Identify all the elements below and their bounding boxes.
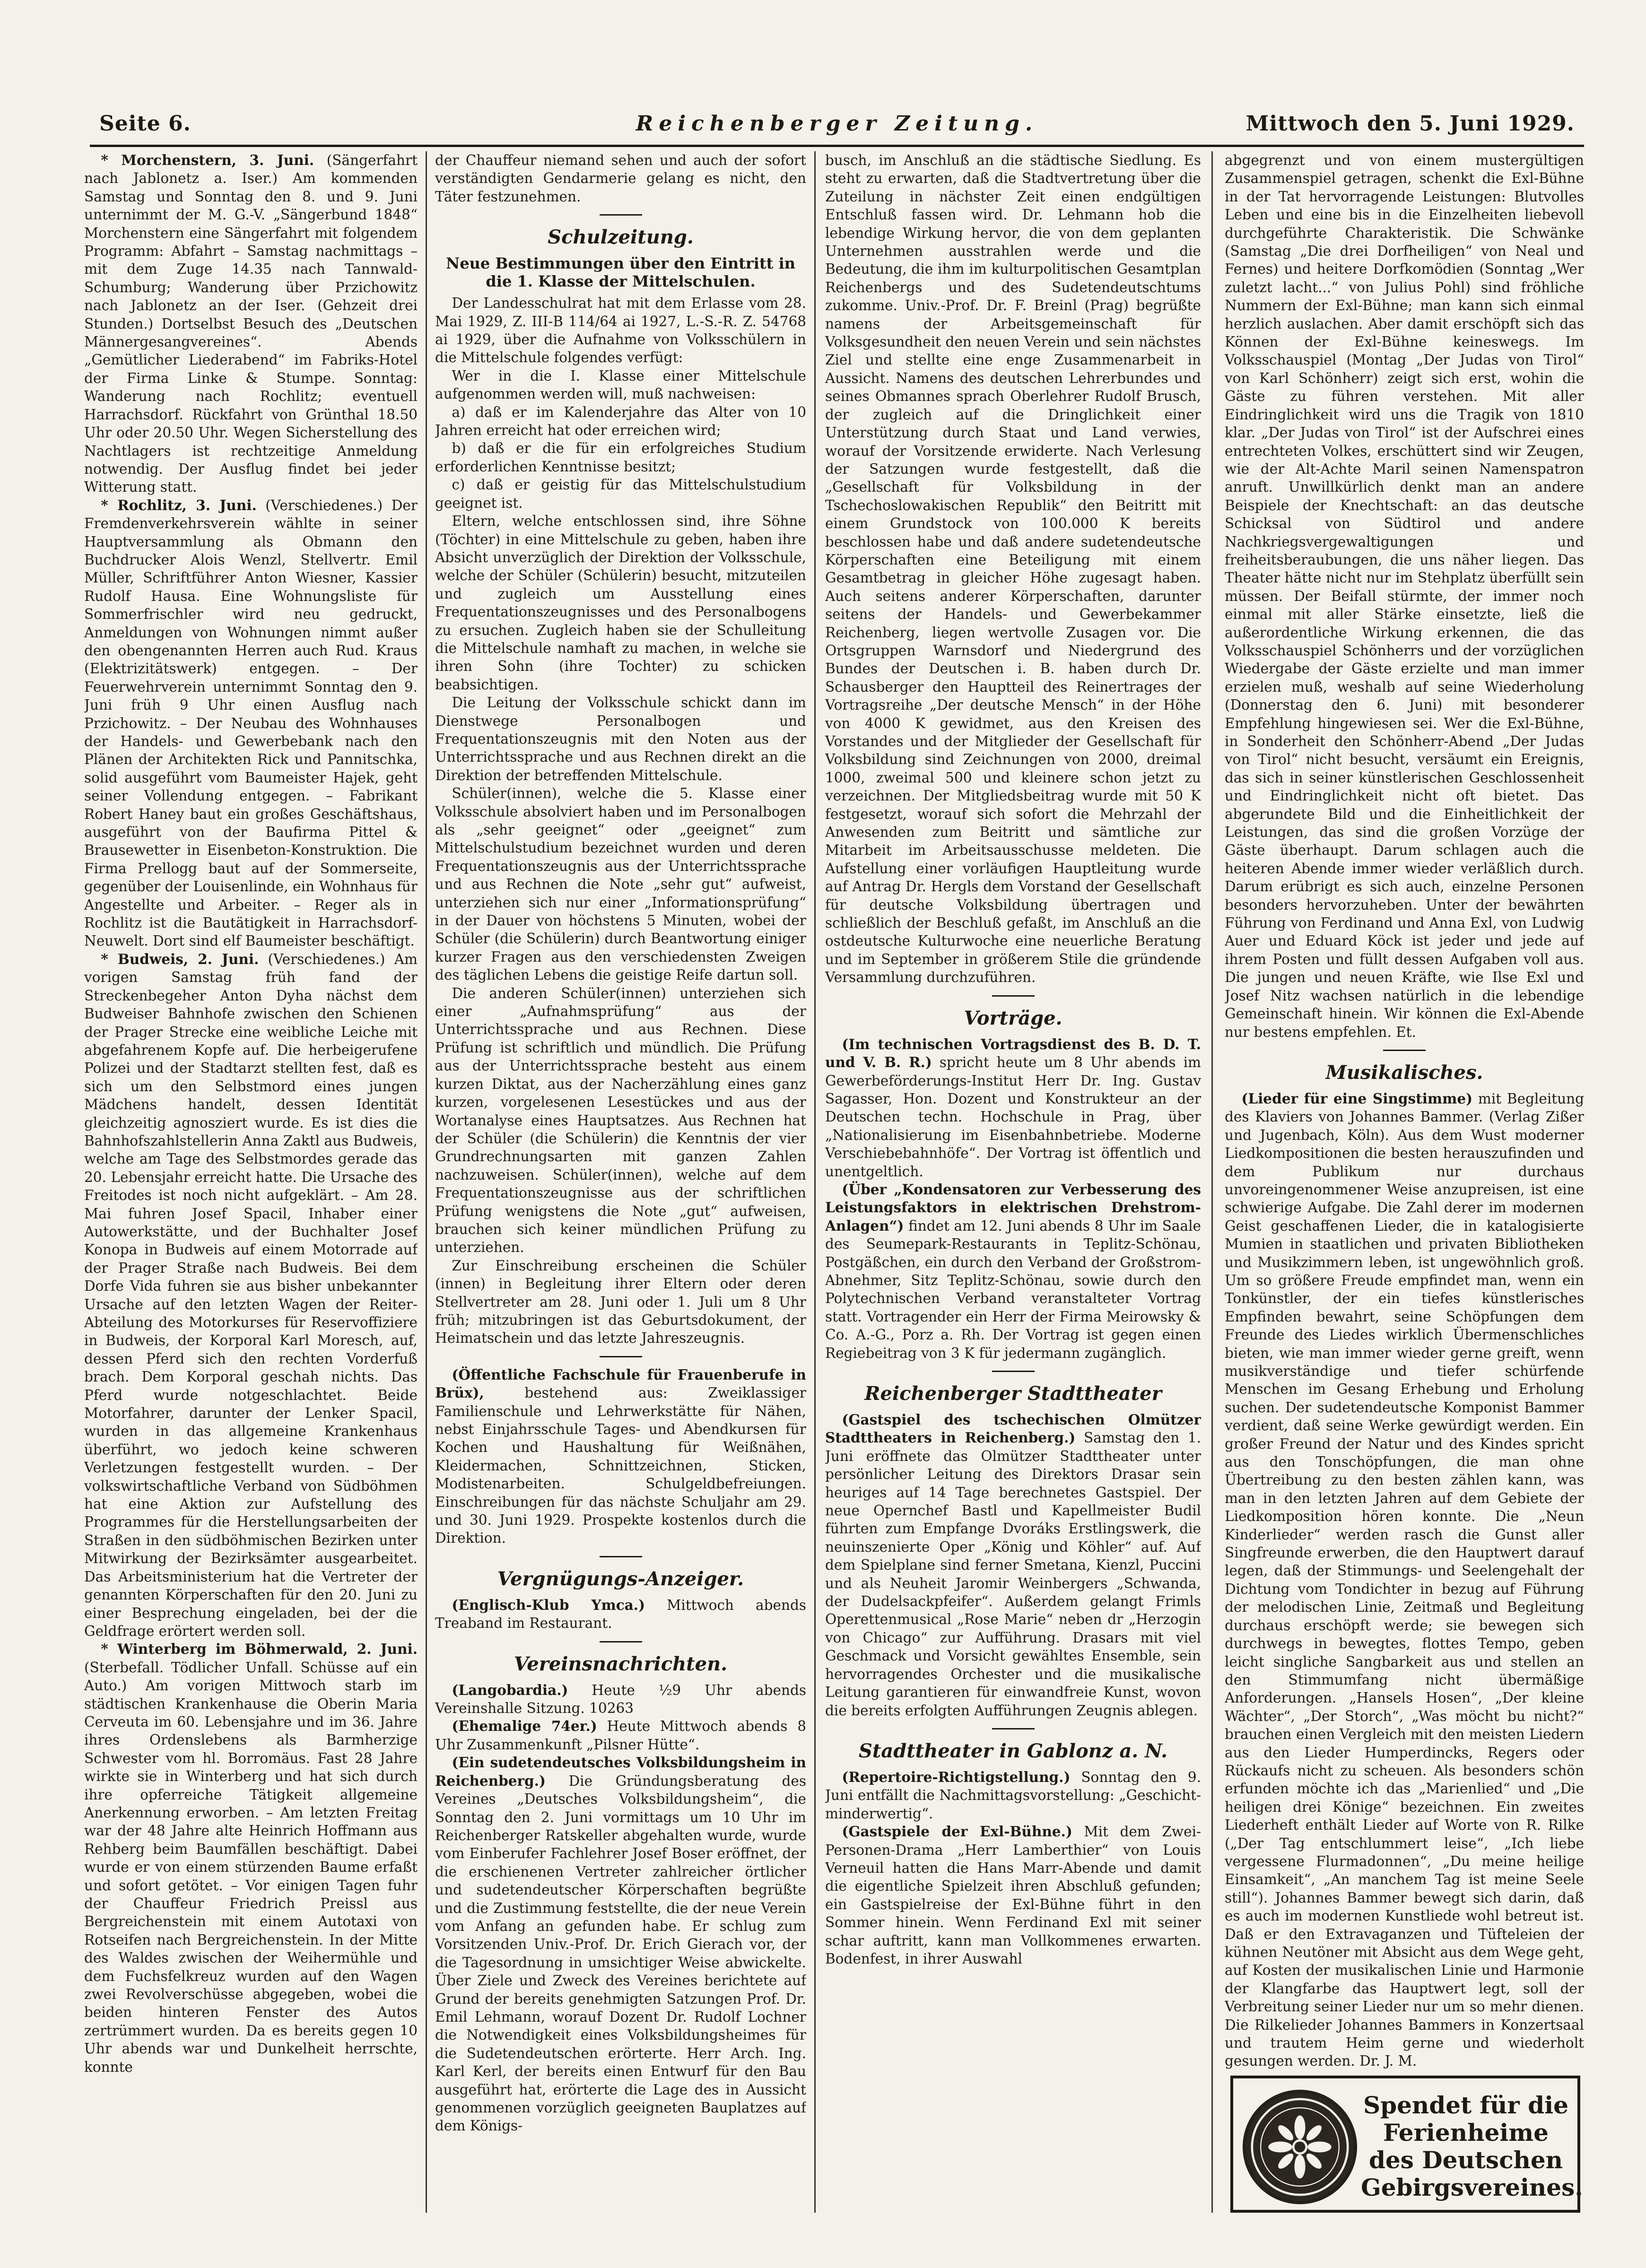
paragraph: c) daß er geistig für das Mittelschulstudium geeignet ist. [435,477,806,511]
news-item-lead: (Gastspiel des tschechischen Olmützer Stadttheaters in Reichenberg.) [825,1411,1201,1446]
section-heading: Reichenberger Stadttheater [864,1382,1162,1405]
news-item-text: (Sterbefall. Tödlicher Unfall. Schüsse auf ein Auto.) Am vorigen Mittwoch starb im städtischen Krankenhause die Oberin Maria Cerveuta im 60. Lebensjahre und im 36. Jahre ihres Ordenslebens als Barmherzige Schwester vom hl. Borromäus. Fast 28 Jahre wirkte sie in Winterberg und hat sich durch ihre opferreiche Tätigkeit allgemeine Anerkennung erworben. – Am letzten Freitag war der 48 Jahre alte Heinrich Hoffmann aus Rehberg beim Baumfällen beschäftigt. Dabei wurde er von einem stürzenden Baume erfaßt und sofort getötet. – Vor einigen Tagen fuhr der Chauffeur Friedrich Preissl aus Bergreichenstein mit einem Autotaxi von Rotseifen nach Bergreichenstein. In der Mitte des Waldes zwischen der Weihermühle und dem Fuchsfelkreuz wurden auf den Wagen zwei Revolverschüsse abgegeben, wobei die beiden hinteren Fenster des Autos zertrümmert wurden. Da es bereits gegen 10 Uhr abends war und Dunkelheit herrschte, konnte [84,1659,418,2075]
notice-line: Gebirgsvereines. [1361,2173,1583,2201]
column-4 [1225,151,1584,2222]
column-rule [814,151,816,2213]
news-item-text: (Verschiedenes.) Der Fremdenverkehrsverein wählte in seiner Hauptversammlung als Obmann den Buchdrucker Alois Wenzl, Stellvertr. Emil Müller, Schriftführer Anton Wiesner, Kassier Rudolf Hausa. Eine Wohnungsliste für Sommerfrischler wird neu gedruckt, Anmeldungen von Wohnungen nimmt außer den obengenannten Herren auch Rud. Kraus (Elektrizitätswerk) entgegen. – Der Feuerwehrverein unternimmt Sonntag den 9. Juni früh 9 Uhr einen Ausflug nach Przichowitz. – Der Neubau des Wohnhauses der Handels- und Gewerbebank nach den Plänen der Architekten Rick und Pannitschka, solid ausgeführt vom Baumeister Hajek, geht seiner Vollendung entgegen. – Fabrikant Robert Haney baut ein großes Geschäftshaus, ausgeführt von der Baufirma Pittel & Brausewetter in Eisenbeton-Konstruktion. Die Firma Prellogg baut auf der Sommerseite, gegenüber der Louisenlinde, ein Wohnhaus für Angestellte und Arbeiter. – Reger als in Rochlitz ist die Bautätigkeit in Harrachsdorf-Neuwelt. Dort sind elf Baumeister beschäftigt. [84,497,418,949]
section-heading: Stadttheater in Gablonz a. N. [858,1739,1168,1762]
news-item [84,151,418,496]
news-item [825,1768,1201,1823]
news-item-lead: (Im technischen Vortragsdienst des B. D. T. und V. B. R.) [825,1035,1201,1071]
news-item-text: spricht heute um 8 Uhr abends im Gewerbeförderungs-Institut Herr Dr. Ing. Gustav Sagasser, Hon. Dozent und Konstrukteur an der Deutschen techn. Hochschule in Prag, über „Nationalisierung im Eisenbahnbetriebe. Moderne Verschiebebahnhöfe“. Der Vortrag ist öffentlich und unentgeltlich. [825,1054,1201,1180]
paragraph: Der Landesschulrat hat mit dem Erlasse vom 28. Mai 1929, Z. III-B 114/64 ai 1927, L.-S.-R. Z. 54768 ai 1929, über die Aufnahme von Volksschülern in die Mittelschule folgendes verfügt: [435,295,806,366]
news-item [825,1823,1201,1968]
news-item [435,1754,806,2135]
separator [1383,1050,1426,1051]
news-item [435,1366,806,1547]
paragraph: b) daß er die für ein erfolgreiches Studium erforderlichen Kenntnisse besitzt; [435,440,806,475]
news-item-lead: * Rochlitz, 3. Juni. [101,496,257,513]
paragraph: a) daß er im Kalenderjahre das Alter von 10 Jahren erreicht hat oder erreichen wird; [435,404,806,439]
notice-text [1361,2091,1583,2201]
column-3 [825,151,1201,2222]
news-item-lead: (Lieder für eine Singstimme) [1241,1090,1473,1107]
news-item-lead: (Englisch-Klub Ymca.) [452,1596,645,1613]
news-item-text: Die Gründungsberatung des Vereines „Deutsches Volksbildungsheim“, die Sonntag den 2. Juni vormittags um 10 Uhr im Reichenberger Ratskeller abgehalten wurde, wurde vom Einberufer Fachlehrer Josef Boser eröffnet, der die erschienenen Vertreter zahlreicher örtlicher und sudetendeutscher Körperschaften begrüßte und die Zustimmung feststellte, die der neue Verein vom Anfang an gefunden habe. Er schlug zum Vorsitzenden Univ.-Prof. Dr. Erich Gierach vor, der die Tagesordnung in umsichtiger Weise abwickelte. Über Ziele und Zweck des Vereines berichtete auf Grund der bereits genehmigten Satzungen Prof. Dr. Emil Lehmann, worauf Dozent Dr. Rudolf Lochner die Notwendigkeit eines Volksbildungsheimes für die Sudetendeutschen erörterte. Herr Arch. Ing. Karl Kerl, der bereits einen Entwurf für den Bau ausgeführt hat, erörterte die Lage des in Aussicht genommenen vorzüglich geeigneten Bauplatzes auf dem Königs- [435,1773,806,2134]
paragraph: Eltern, welche entschlossen sind, ihre Söhne (Töchter) in eine Mittelschule zu geben, haben ihre Absicht unverzüglich der Direktion der Volksschule, welche der Schüler (Schülerin) besucht, mitzuteilen und zugleich um Ausstellung eines Frequentationszeugnisses und des Personalbogens zu ersuchen. Zugleich haben sie der Schulleitung die Mittelschule namhaft zu machen, in welche sie ihren Sohn (ihre Tochter) zu schicken beabsichtigen. [435,513,806,693]
news-item-lead: * Budweis, 2. Juni. [101,950,259,967]
notice-line: Ferienheime [1383,2119,1549,2146]
section-heading: Vorträge. [964,1007,1062,1029]
continued-text: busch, im Anschluß an die städtische Siedlung. Es steht zu erwarten, daß die Stadtvertretung über die Zuteilung in nächster Zeit einen endgültigen Entschluß fassen wird. Dr. Lehmann hob die lebendige Wirkung hervor, die von dem geplanten Unternehmen ausstrahlen werde und die Bedeutung, die ihm im kulturpolitischen Gesamtplan Reichenbergs und des Sudetendeutschtums zukomme. Univ.-Prof. Dr. F. Breinl (Prag) begrüßte namens der Arbeitsgemeinschaft für Volksgesundheit den neuen Verein und sein nächstes Ziel und stellte eine enge Zusammenarbeit in Aussicht. Namens des deutschen Lehrerbundes und seines Obmannes sprach Oberlehrer Rudolf Brusch, der zugleich auf die Dringlichkeit einer Unterstützung durch Staat und Land verwies, worauf der Vorsitzende erwiderte. Nach Verlesung der Satzungen wurde festgestellt, daß die „Gesellschaft für Volksbildung in der Tschechoslowakischen Republik“ den Beitritt mit einem Grundstock von 100.000 K bereits beschlossen habe und daß andere sudetendeutsche Körperschaften eine Beteiligung mit einem Gesamtbetrag in gleicher Höhe zugesagt haben. Auch seitens anderer Körperschaften, darunter seitens der Handels- und Gewerbekammer Reichenberg, liegen wertvolle Zusagen vor. Die Ortsgruppen Warnsdorf und Niedergrund des Bundes der Deutschen i. B. haben durch Dr. Schausberger den Hauptteil des Reinertrages der Vortragsreihe „Der deutsche Mensch“ in der Höhe von 4000 K gewidmet, aus den Kreisen des Vorstandes und der Mitglieder der Gesellschaft für Volksbildung sind Zeichnungen von 2000, dreimal 1000, zweimal 500 und kleinere schon jetzt zu verzeichnen. Der Mitgliedsbeitrag wurde mit 50 K festgesetzt, worauf sich sofort die Mehrzahl der Anwesenden zum Beitritt und sämtliche zur Mitarbeit im Arbeitsausschusse meldeten. Die Aufstellung einer vorläufigen Hauptleitung wurde auf Antrag Dr. Hergls dem Vorstand der Gesellschaft für deutsche Volksbildung übertragen und schließlich der Beschluß gefaßt, im Anschluß an die ostdeutsche Kulturwoche eine neuerliche Beratung und im September in größerem Stile die gründende Versammlung durchzuführen. [825,152,1201,986]
news-item [435,1596,806,1633]
news-item-lead: (Ehemalige 74er.) [452,1718,597,1735]
column-2 [435,151,806,2222]
news-item [84,1640,418,2076]
article-heading: Neue Bestimmungen über den Eintritt in die 1. Klasse der Mittelschulen. [446,254,795,291]
news-item [825,1411,1201,1720]
paragraph: Die Leitung der Volksschule schickt dann im Dienstwege Personalbogen und Frequentationszeugnis mit den Noten aus der Unterrichtssprache und aus Rechnen direkt an die Direktion der betreffenden Mittelschule. [435,695,806,783]
separator [600,1641,642,1642]
section-heading: Schulzeitung. [548,226,694,249]
paragraph: Zur Einschreibung erscheinen die Schüler (innen) in Begleitung ihrer Eltern oder deren Stellvertreter am 28. Juni oder 1. Juli um 8 Uhr früh; mitzubringen ist das Geburtsdokument, der Heimatschein und das letzte Jahreszeugnis. [435,1257,806,1347]
separator [992,1728,1035,1729]
news-item [825,1181,1201,1362]
separator [992,995,1035,997]
edelweiss-emblem-icon [1243,2090,1357,2204]
section-heading: Musikalisches. [1325,1061,1483,1084]
news-item-lead: * Morchenstern, 3. Juni. [101,152,314,168]
issue-date: Mittwoch den 5. Juni 1929. [1245,112,1575,136]
column-rule [1211,151,1213,2213]
news-item-text: findet am 12. Juni abends 8 Uhr im Saale des Seumepark-Restaurants in Teplitz-Schönau, Postgäßchen, ein durch den Verband der Großstrom-Abnehmer, Sitz Teplitz-Schönau, sowie durch den Polytechnischen Verband veranstalteter Vortrag statt. Vortragender ein Herr der Firma Meirowsky & Co. A.-G., Porz a. Rh. Der Vortrag ist gegen einen Regiebeitrag von 3 K für jedermann zugänglich. [825,1217,1201,1361]
news-item-lead: (Langobardia.) [452,1681,568,1698]
news-item [1225,1090,1584,2070]
notice-line: des Deutschen [1368,2146,1563,2174]
news-item-text: mit Begleitung des Klaviers von Johannes Bammer. (Verlag Zißer und Jugenbach, Köln). Aus dem Wust moderner Liedkompositionen die besten herauszufinden und dem Publikum nur durchaus unvoreingenommener Weise anzupreisen, ist eine schwierige Aufgabe. Die Zahl derer im modernen Geist geschaffenen Lieder, die in katalogisierte Mumien in staatlichen und privaten Bibliotheken und Musikzimmern leben, ist ungewöhnlich groß. Um so größere Freude empfindet man, wenn ein Tonkünstler, der ein tiefes künstlerisches Empfinden bewahrt, seine Schöpfungen dem Freunde des Liedes wirklich Übermenschliches bieten, wie man immer wieder gerne greift, wenn musikverständige und tiefer schürfende Menschen im Gesang Erhebung und Erholung suchen. Der sudetendeutsche Komponist Bammer verdient, daß seine Werke gewürdigt werden. Ein großer Freund der Natur und des Kindes spricht aus den Tonschöpfungen, die man ohne Übertreibung zu den besten zählen kann, was man in den letzten Jahren auf dem Gebiete der Liedkomposition hören konnte. Die „Neun Kinderlieder“ werden rasch die Gunst aller Singfreunde erwerben, die den Hauptwert darauf legen, daß der Stimmungs- und Seelengehalt der Dichtung vom Tondichter in bezug auf Führung der melodischen Linie, Zeitmaß und Begleitung durchaus erschöpft werde; sie bewegen sich durchwegs in bewegtes, flottes Tempo, geben leicht singliche Sangbarkeit aus und stellen an den Stimmumfang nicht übermäßige Anforderungen. „Hansels Hosen“, „Der kleine Wächter“, „Der Storch“, „Was möcht bu nicht?“ brauchen einen Vergleich mit den meisten Liedern aus den Lieder Humperdincks, Regers oder Rückaufs nicht zu scheuen. Als besonders schön erfunden möchte ich das „Marienlied“ und „Die heiligen drei Könige“ bezeichnen. Ein zweites Liederheft enthält Lieder auf Worte von R. Rilke („Der Tag entschlummert leise“, „Ich liebe vergessene Flurmadonnen“, „Du meine heilige Einsamkeit“, „An manchem Tag ist meine Seele still“). Johannes Bammer bewegt sich darin, daß es auch im modernen Kunstliede wohl betreut ist. Daß er den Extravaganzen und Tüfteleien der kühnen Neutöner mit Absicht aus dem Wege geht, auf Kosten der musikalischen Linie und Harmonie der Klangfarbe das Hauptwert legt, soll der Verbreitung seiner Lieder nur um so mehr dienen. Die Rilkelieder Johannes Bammers in Konzertsaal und trautem Heim gerne und wiederholt gesungen werden. Dr. J. M. [1225,1090,1584,2069]
column-1 [84,151,418,2222]
separator [600,1356,642,1357]
news-item [84,950,418,1640]
paragraph: Die anderen Schüler(innen) unterziehen sich einer „Aufnahmsprüfung“ aus der Unterrichtssprache und aus Rechnen. Diese Prüfung ist schriftlich und mündlich. Die Prüfung aus der Unterrichtssprache besteht aus einem kurzen Diktat, aus der Nacherzählung eines ganz kurzen, vorgelesenen Lesestückes und aus der Wortanalyse eines Hauptsatzes. Aus Rechnen hat der Schüler (die Schülerin) die Kenntnis der vier Grundrechnungsarten mit ganzen Zahlen nachzuweisen. Schüler(innen), welche auf dem Frequentationszeugnisse aus der schriftlichen Prüfung wenigstens die Note „gut“ aufweisen, brauchen sich keiner mündlichen Prüfung zu unterziehen. [435,985,806,1256]
news-item [435,1717,806,1754]
separator [992,1371,1035,1372]
newspaper-title: Reichenberger Zeitung. [636,112,1038,136]
news-item [435,1681,806,1718]
news-item-text: Samstag den 1. Juni eröffnete das Olmützer Stadttheater unter persönlicher Leitung des Direktors Drasar sein heuriges auf 14 Tage berechnetes Gastspiel. Der neue Opernchef Bastl und Kapellmeister Budil führten zum Empfange Dvoráks Erstlingswerk, die neuinszenierte Oper „König und Köhler“ auf. Auf dem Spielplane sind ferner Smetana, Kienzl, Puccini und als Neuheit Jaromir Weinbergers „Schwanda, der Dudelsackpfeifer“. Außerdem gelangt Frimls Operettenmusical „Rose Marie“ neben dr „Herzogin von Chicago“ zur Aufführung. Drasars mit viel Geschmack und Vorsicht gewähltes Ensemble, sein hervorragendes Orchester und die musikalische Leitung garantieren für einwandfreie Kunst, wovon die bereits erfolgten Aufführungen Zeugnis ablegen. [825,1430,1201,1719]
news-item-text: Heute Mittwoch abends 8 Uhr Zusammenkunft „Pilsner Hütte“. [435,1718,806,1753]
news-item [84,496,418,950]
news-item-text: (Sängerfahrt nach Jablonetz a. Iser.) Am kommenden Samstag und Sonntag den 8. und 9. Juni unternimmt der M. G.-V. „Sängerbund 1848“ Morchenstern eine Sängerfahrt mit folgendem Programm: Abfahrt – Samstag nachmittags – mit dem Zuge 14.35 nach Tannwald-Schumburg; Wanderung über Przichowitz nach Jablonetz an der Iser. (Gehzeit drei Stunden.) Dortselbst Besuch des „Deutschen Männergesangvereines“. Abends „Gemütlicher Liederabend“ im Fabriks-Hotel der Firma Linke & Stumpe. Sonntag: Wanderung nach Rochlitz; eventuell Harrachsdorf. Rückfahrt von Grünthal 18.50 Uhr oder 20.50 Uhr. Wegen Sicherstellung des Nachtlagers ist rechtzeitige Anmeldung notwendig. Der Ausflug findet bei jeder Witterung statt. [84,152,418,495]
column-rule [426,151,427,2213]
news-item-lead: (Gastspiele der Exl-Bühne.) [842,1823,1072,1840]
separator [600,214,642,216]
news-item-text: (Verschiedenes.) Am vorigen Samstag früh fand der Streckenbegeher Anton Dyha nächst dem Budweiser Bahnhofe zwischen den Schienen der Prager Strecke eine weibliche Leiche mit abgefahrenem Kopfe auf. Die herbeigerufene Polizei und der Stadtarzt stellten fest, daß es sich um den Selbstmord eines jungen Mädchens handelt, dessen Identität gleichzeitig agnosziert wurde. Es ist dies die Bahnhofszahlstellerin Anna Zaktl aus Budweis, welche am Tage des Selbstmordes gerade das 20. Lebensjahr erreicht hatte. Die Ursache des Freitodes ist noch nicht aufgeklärt. – Am 28. Mai fuhren Josef Spacil, Inhaber einer Autowerkstätte, und der Buchhalter Josef Konopa in Budweis auf einem Motorrade auf der Prager Straße nach Budweis. Bei dem Dorfe Vida fuhren sie aus bisher unbekannter Ursache auf den letzten Wagen der Reiter-Abteilung des Motorkurses für Reservoffiziere in Budweis, der Korporal Karl Moresch, auf, dessen Pferd sich den rechten Vorderfuß brach. Dem Korporal geschah nichts. Das Pferd wurde notgeschlachtet. Beide Motorfahrer, darunter der Lenker Spacil, wurden in das allgemeine Krankenhaus überführt, wo jedoch keine schweren Verletzungen festgestellt wurden. – Der volkswirtschaftliche Verband von Südböhmen hat eine Aktion zur Aufstellung des Programmes für die Herstellungsarbeiten der Straßen in den südböhmischen Bezirken unter Mitwirkung der Bezirksämter ausgearbeitet. Das Arbeitsministerium hat die Vertreter der genannten Körperschaften für den 20. Juni zu einer Besprechung eingeladen, bei der die Geldfrage erörtert werden soll. [84,951,418,1639]
notice-line: Spendet für die [1363,2091,1568,2119]
separator [600,1556,642,1557]
masthead [90,107,1584,147]
news-item [825,1035,1201,1181]
news-item-text: bestehend aus: Zweiklassiger Familienschule und Lehrwerkstätte für Nähen, nebst Einjahrsschule Tages- und Abendkursen für Kochen und Haushaltung für Weißnähen, Kleidermachen, Schnittzeichnen, Sticken, Modistenarbeiten. Schulgeldbefreiungen. Einschreibungen für das nächste Schuljahr am 29. und 30. Juni 1929. Prospekte kostenlos durch die Direktion. [435,1385,806,1547]
news-item-lead: (Öffentliche Fachschule für Frauenberufe in Brüx), [435,1366,806,1401]
page-number: Seite 6. [99,112,192,136]
paragraph: Wer in die I. Klasse einer Mittelschule aufgenommen werden will, muß nachweisen: [435,367,806,402]
news-item-lead: * Winterberg im Böhmerwald, 2. Juni. [101,1641,418,1658]
donation-notice-box [1230,2076,1583,2213]
news-item-lead: (Ein sudetendeutsches Volksbildungsheim in Reichenberg.) [435,1754,806,1789]
news-item-lead: (Über „Kondensatoren zur Verbesserung des Leistungsfaktors in elektrischen Drehstrom-Anlagen“) [825,1181,1201,1234]
section-heading: Vereinsnachrichten. [514,1652,728,1675]
continued-text: der Chauffeur niemand sehen und auch der sofort verständigten Gendarmerie gelang es nicht, den Täter festzunehmen. [435,152,806,205]
news-item-text: Mit dem Zwei-Personen-Drama „Herr Lamberthier“ von Louis Verneuil hatten die Hans Marr-Abende und damit die eigentliche Spielzeit ihren Abschluß gefunden; ein Gastspielreise der Exl-Bühne führt in den Sommer hinein. Wenn Ferdinand Exl mit seiner schar auftritt, kann man Vollkommenes erwarten. Bodenfest, in ihrer Auswahl [825,1824,1201,1967]
section-heading: Vergnügungs-Anzeiger. [497,1567,744,1590]
news-item-text: Mittwoch abends Treaband im Restaurant. [435,1597,806,1632]
news-item-text: Sonntag den 9. Juni entfällt die Nachmittagsvorstellung: „Geschicht-minderwertig“. [825,1769,1201,1822]
paragraph: Schüler(innen), welche die 5. Klasse einer Volksschule absolviert haben und im Personalbogen als „sehr geeignet“ oder „geeignet“ zum Mittelschulstudium bezeichnet wurden und deren Frequentationszeugnis aus der Unterrichtssprache und aus Rechnen die Note „sehr gut“ aufweist, unterziehen sich nur einer „Informationsprüfung“ in der Dauer von höchstens 5 Minuten, wobei der Schüler (die Schülerin) durch Beantwortung einiger kurzer Fragen aus den verschiedensten Zweigen des täglichen Lebens die geistige Reife dartun soll. [435,785,806,983]
news-item-lead: (Repertoire-Richtigstellung.) [842,1768,1071,1785]
news-item-text: Heute ½9 Uhr abends Vereinshalle Sitzung. 10263 [435,1682,806,1717]
continued-text: abgegrenzt und von einem mustergültigen Zusammenspiel getragen, schenkt die Exl-Bühne in der Tat hervorragende Leistungen: Blutvolles Leben und eine bis in die Einzelheiten liebevoll durchgeführte Charakteristik. Die Schwänke (Samstag „Die drei Dorfheiligen“ von Neal und Fernes) und heitere Dorfkomödien (Sonntag „Wer zuletzt lacht...“ von Julius Pohl) sind fröhliche Nummern der Exl-Bühne; man kann sich einmal herzlich auslachen. Aber damit erschöpft sich das Können der Exl-Bühne keineswegs. Im Volksschauspiel (Montag „Der Judas von Tirol“ von Karl Schönherr) zeigt sich erst, wohin die Gäste zu führen verstehen. Mit aller Eindringlichkeit wird uns die Tragik von 1810 klar. „Der Judas von Tirol“ ist der Aufschrei eines entrechteten Volkes, erschüttert sind wir Zeugen, wie der Alt-Achte Maril seinen Namenspatron anruft. Unwillkürlich denkt man an andere Beispiele der Knechtschaft: an das deutsche Schicksal von Südtirol und andere Nachkriegsvergewaltigungen und freiheitsberaubungen, die uns näher liegen. Das Theater hätte nicht nur im Stehplatz überfüllt sein müssen. Der Beifall stürmte, der immer noch einmal mit aller Stärke einsetzte, ließ die außerordentliche Wirkung erkennen, die das Volksschauspiel Schönherrs und der vorzüglichen Wiedergabe der Gäste erzielte und man immer erzielen muß, weshalb auf seine Wiederholung (Donnerstag den 6. Juni) mit besonderer Empfehlung hingewiesen sei. Wer die Exl-Bühne, in Sonderheit den Schönherr-Abend „Der Judas von Tirol“ nicht besucht, versäumt ein Ereignis, das sich in seiner künstlerischen Geschlossenheit und Eindringlichkeit nicht oft bietet. Das abgerundete Bild und die Einheitlichkeit der Leistungen, das sind die großen Vorzüge der Gäste überhaupt. Darum schlagen auch die heiteren Abende immer wieder verläßlich durch. Darum erübrigt es sich auch, einzelne Personen besonders hervorzuheben. Unter der bewährten Führung von Ferdinand und Anna Exl, von Ludwig Auer und Eduard Köck ist jeder und jede auf ihrem Posten und füllt dessen Aufgaben voll aus. Die jungen und neuen Kräfte, wie Ilse Exl und Josef Nitz wachsen natürlich in die lebendige Gemeinschaft hinein. Wir können die Exl-Abende nur bestens empfehlen. Et. [1225,152,1584,1040]
